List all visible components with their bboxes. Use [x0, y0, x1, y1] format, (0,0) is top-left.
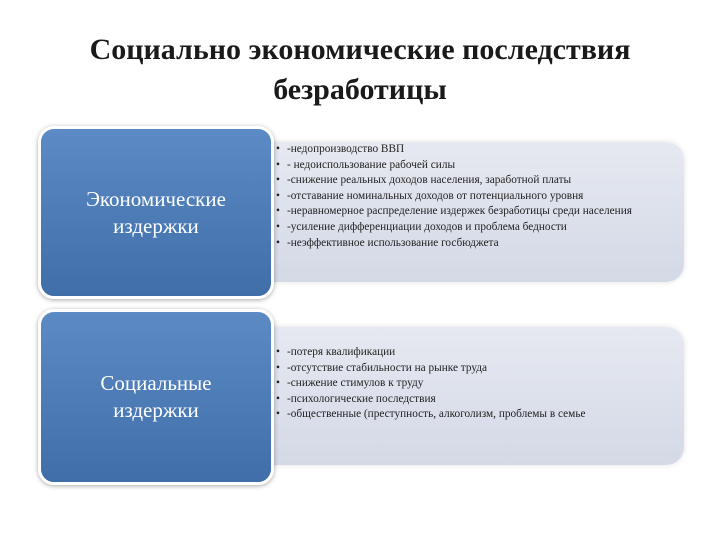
slide-title-line-1: Социально экономические последствия: [89, 33, 631, 66]
list-item: • -отсутствие стабильности на рынке труда: [276, 361, 678, 377]
economic-costs-list-panel: [258, 142, 684, 282]
list-item: • -неэффективное использование госбюджета: [276, 236, 678, 252]
list-item: • -недопроизводство ВВП: [276, 142, 678, 158]
list-item: • -снижение реальных доходов населения, заработной платы: [276, 173, 678, 189]
list-item: • - недоиспользование рабочей силы: [276, 158, 678, 174]
economic-costs-label: [86, 186, 226, 240]
economic-costs-label-box: [38, 126, 274, 299]
social-costs-label-line-2: издержки: [113, 398, 199, 422]
economic-costs-label-line-2: издержки: [113, 213, 199, 238]
list-item: • -общественные (преступность, алкоголизм, проблемы в семье: [276, 407, 678, 423]
list-item: • -психологические последствия: [276, 392, 678, 408]
list-item: • -отставание номинальных доходов от потенциального уровня: [276, 189, 678, 205]
list-item: • -усиление дифференциации доходов и проблема бедности: [276, 220, 678, 236]
slide-title: [40, 30, 680, 110]
social-costs-label-line-1: Социальные: [100, 371, 212, 395]
list-item: • -снижение стимулов к труду: [276, 376, 678, 392]
social-costs-label: [100, 370, 211, 424]
list-item: • -потеря квалификации: [276, 345, 678, 361]
social-costs-list: [276, 345, 678, 423]
social-costs-list-panel: [258, 327, 684, 465]
economic-costs-list: [276, 142, 678, 251]
list-item: • -неравномерное распределение издержек безработицы среди населения: [276, 204, 678, 220]
economic-costs-label-line-1: Экономические: [86, 186, 226, 211]
social-costs-label-box: [38, 309, 274, 485]
slide-title-line-2: безработицы: [273, 73, 447, 106]
